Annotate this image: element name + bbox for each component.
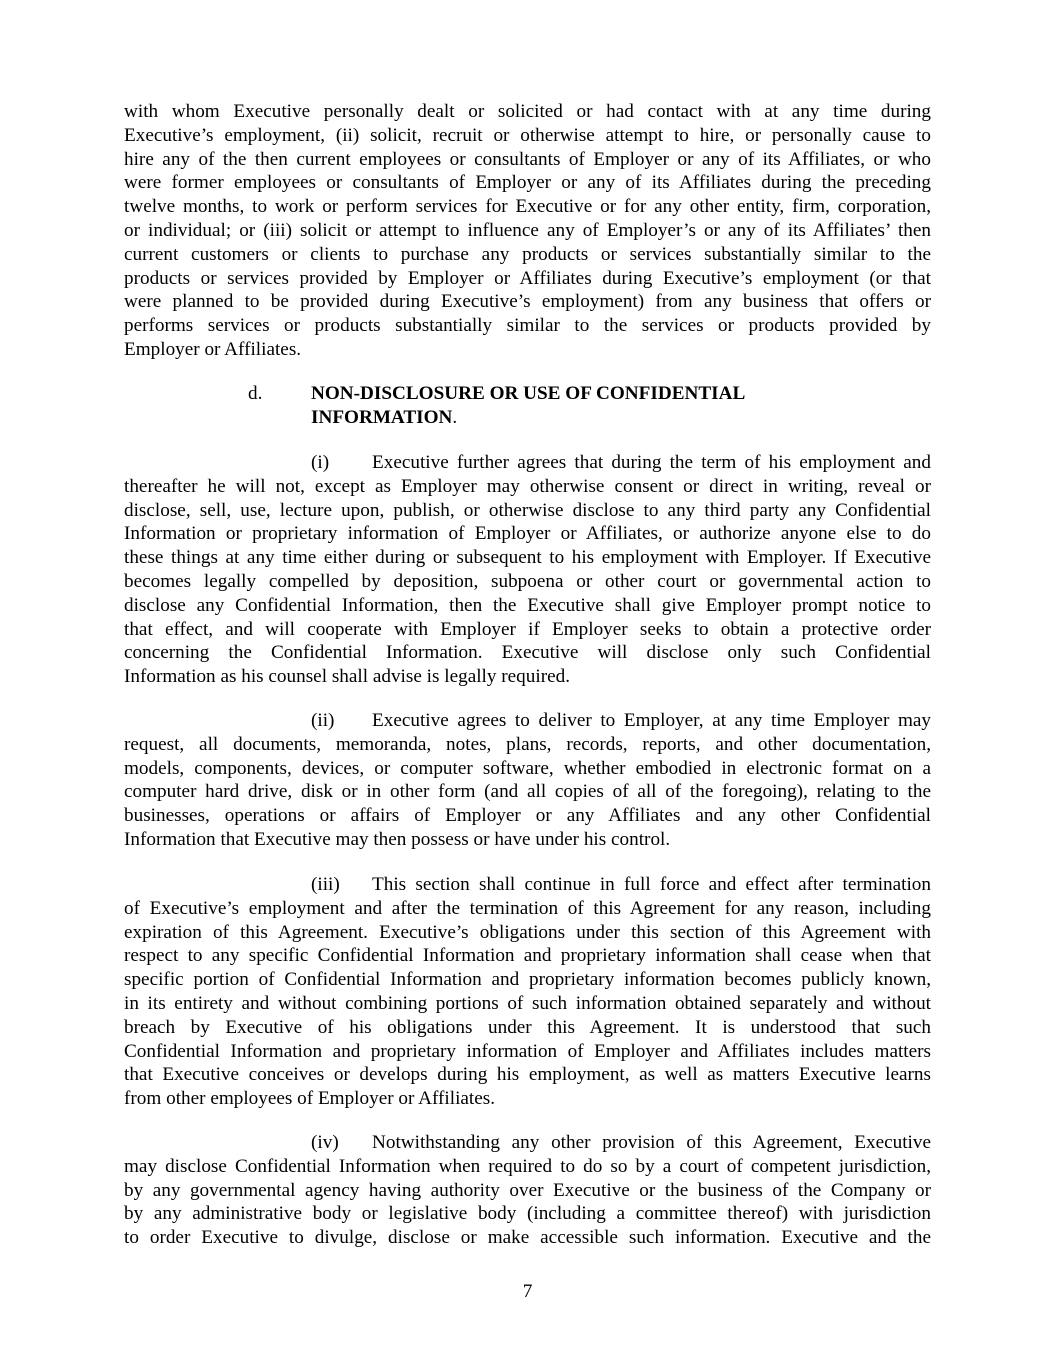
text-line: disclose any Confidential Information, then the Executive shall give Employer prompt notice to xyxy=(124,594,931,616)
section-letter: d. xyxy=(248,383,263,404)
text-line: were planned to be provided during Executive’s employment) from any business that offers or xyxy=(124,291,931,313)
text-line: of Executive’s employment and after the termination of this Agreement for any reason, including xyxy=(124,897,931,919)
text-line: Executive further agrees that during the term of his employment and xyxy=(372,452,931,473)
text-line: This section shall continue in full force and effect after termination xyxy=(372,874,931,895)
text-line: current customers or clients to purchase any products or services substantially similar to the xyxy=(124,243,931,265)
text-line: concerning the Confidential Information. Executive will disclose only such Confidential xyxy=(124,642,931,664)
text-line: Employer or Affiliates. xyxy=(124,338,302,360)
text-line: by any governmental agency having authority over Executive or the business of the Company or xyxy=(124,1179,931,1201)
text-line: becomes legally compelled by deposition, subpoena or other court or governmental action to xyxy=(124,570,931,592)
text-line: specific portion of Confidential Information and proprietary information becomes publicly known, xyxy=(124,969,931,991)
text-line: models, components, devices, or computer software, whether embodied in electronic format on a xyxy=(124,757,931,779)
text-line: from other employees of Employer or Affiliates. xyxy=(124,1088,496,1110)
section-title-text: INFORMATION xyxy=(311,406,453,428)
text-line: hire any of the then current employees or consultants of Employer or any of its Affiliates, or who xyxy=(124,148,931,170)
text-line: businesses, operations or affairs of Employer or any Affiliates and any other Confidential xyxy=(124,805,931,827)
text-line: products or services provided by Employer or Affiliates during Executive’s employment (or that xyxy=(124,267,931,289)
text-line: Notwithstanding any other provision of this Agreement, Executive xyxy=(372,1132,931,1153)
text-line: performs services or products substantially similar to the services or products provided by xyxy=(124,315,931,337)
page-number: 7 xyxy=(522,1281,533,1302)
subsection-iv xyxy=(124,1131,931,1250)
text-line: Executive’s employment, (ii) solicit, recruit or otherwise attempt to hire, or personally cause to xyxy=(124,124,931,146)
text-line: Information as his counsel shall advise is legally required. xyxy=(124,666,570,688)
subsection-label: (i) xyxy=(311,452,330,473)
text-line: Executive agrees to deliver to Employer, at any time Employer may xyxy=(372,710,931,731)
section-heading xyxy=(311,382,745,430)
section-title-period: . xyxy=(452,406,458,428)
section-title-line2 xyxy=(311,406,745,430)
text-line: may disclose Confidential Information when required to do so by a court of competent jurisdiction, xyxy=(124,1155,931,1177)
subsection-label: (iii) xyxy=(311,874,340,895)
text-line: request, all documents, memoranda, notes, plans, records, reports, and other documentation, xyxy=(124,733,931,755)
text-line: or individual; or (iii) solicit or attempt to influence any of Employer’s or any of its Affiliates’ then xyxy=(124,219,931,241)
text-line: Confidential Information and proprietary information of Employer and Affiliates includes matters xyxy=(124,1040,931,1062)
text-line: computer hard drive, disk or in other form (and all copies of all of the foregoing), relating to the xyxy=(124,781,931,803)
text-line: twelve months, to work or perform services for Executive or for any other entity, firm, corporation, xyxy=(124,196,931,218)
text-line: that effect, and will cooperate with Employer if Employer seeks to obtain a protective order xyxy=(124,618,931,640)
section-title-line1: NON-DISCLOSURE OR USE OF CONFIDENTIAL xyxy=(311,383,746,404)
subsection-label: (iv) xyxy=(311,1132,339,1153)
text-line: Information that Executive may then possess or have under his control. xyxy=(124,828,671,850)
text-line: by any administrative body or legislative body (including a committee thereof) with jurisdiction xyxy=(124,1203,931,1225)
text-line: that Executive conceives or develops during his employment, as well as matters Executive learns xyxy=(124,1064,931,1086)
text-line: breach by Executive of his obligations under this Agreement. It is understood that such xyxy=(124,1016,931,1038)
text-line: disclose, sell, use, lecture upon, publish, or otherwise disclose to any third party any Confidential xyxy=(124,499,931,521)
paragraph-restrictive-covenants xyxy=(124,100,931,362)
text-line: with whom Executive personally dealt or solicited or had contact with at any time during xyxy=(124,101,931,122)
text-line: to order Executive to divulge, disclose or make accessible such information. Executive and the xyxy=(124,1227,931,1249)
text-line: respect to any specific Confidential Information and proprietary information shall cease when that xyxy=(124,945,931,967)
text-line: expiration of this Agreement. Executive’s obligations under this section of this Agreement with xyxy=(124,921,931,943)
subsection-label: (ii) xyxy=(311,710,335,731)
text-line: Information or proprietary information of Employer or Affiliates, or authorize anyone else to do xyxy=(124,523,931,545)
text-line: in its entirety and without combining portions of such information obtained separately and without xyxy=(124,992,931,1014)
subsection-i xyxy=(124,451,931,689)
subsection-ii xyxy=(124,709,931,852)
text-line: these things at any time either during or subsequent to his employment with Employer. If Executive xyxy=(124,547,931,569)
subsection-iii xyxy=(124,873,931,1111)
text-line: thereafter he will not, except as Employer may otherwise consent or direct in writing, reveal or xyxy=(124,475,931,497)
text-line: were former employees or consultants of Employer or any of its Affiliates during the preceding xyxy=(124,172,931,194)
